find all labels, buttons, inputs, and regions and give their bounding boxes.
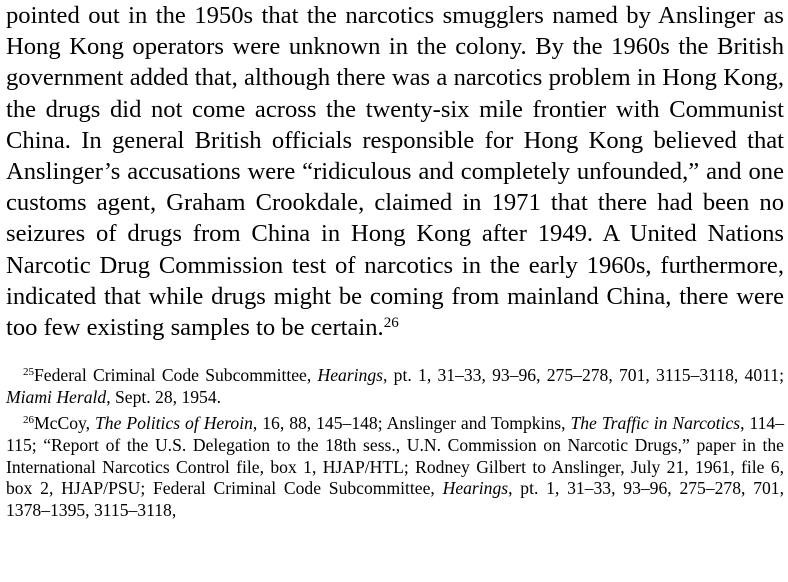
body-paragraph-text: pointed out in the 1950s that the narcotics smugglers named by Anslinger as Hong Kong operators were unknown in the colony. By the 1960s the British government added that, although there was a narcotics problem in Hong Kong, the drugs did not come across the twenty-six mile frontier with Communist China. In general British officials responsible for Hong Kong believed that Anslinger’s accusations were “ridiculous and completely unfounded,” and one customs agent, Graham Crookdale, claimed in 1971 that there had been no seizures of drugs from China in Hong Kong after 1949. A United Nations Narcotic Drug Commission test of narcotics in the early 1960s, furthermore, indicated that while drugs might be coming from mainland China, there were too few existing samples to be certain.: [6, 2, 784, 342]
footnote-number: 26: [23, 414, 34, 427]
footnote-text: , pt. 1, 31–33, 93–96, 275–278, 701, 3115–3118, 4011;: [383, 365, 784, 386]
book-page: [6, 0, 784, 526]
footnote-text: McCoy,: [34, 413, 95, 434]
footnote-26: [6, 413, 784, 521]
footnote-number: 25: [23, 366, 34, 379]
footnote-title-italic: Hearings: [317, 365, 384, 386]
footnote-text: Federal Criminal Code Subcommittee,: [34, 365, 318, 386]
footnote-title-italic: The Politics of Heroin: [95, 413, 253, 434]
footnotes: [6, 365, 784, 521]
footnote-text: , Sept. 28, 1954.: [106, 386, 222, 407]
body-paragraph: [6, 0, 784, 343]
footnote-title-italic: The Traffic in Narcotics: [570, 413, 741, 434]
footnote-text: , 16, 88, 145–148; Anslinger and Tompkins,: [252, 413, 571, 434]
footnote-reference-26: 26: [383, 315, 399, 332]
footnote-title-italic: Hearings: [442, 478, 509, 499]
footnote-text: , 114–115; “Report of the U.S. Delegation to the 18th sess., U.N. Commission on Narcotic Drugs,” paper in the International Narcotics Control file, box 1, HJAP/HTL; Rodney Gilbert to Anslinger, July 21, 1961, file 6, box 2, HJAP/PSU; Federal Criminal Code Subcommittee,: [6, 413, 784, 499]
footnote-title-italic: Miami Herald: [6, 386, 107, 407]
footnote-text: , pt. 1, 31–33, 93–96, 275–278, 701, 1378–1395, 3115–3118,: [6, 478, 784, 520]
footnote-25: [6, 365, 784, 408]
